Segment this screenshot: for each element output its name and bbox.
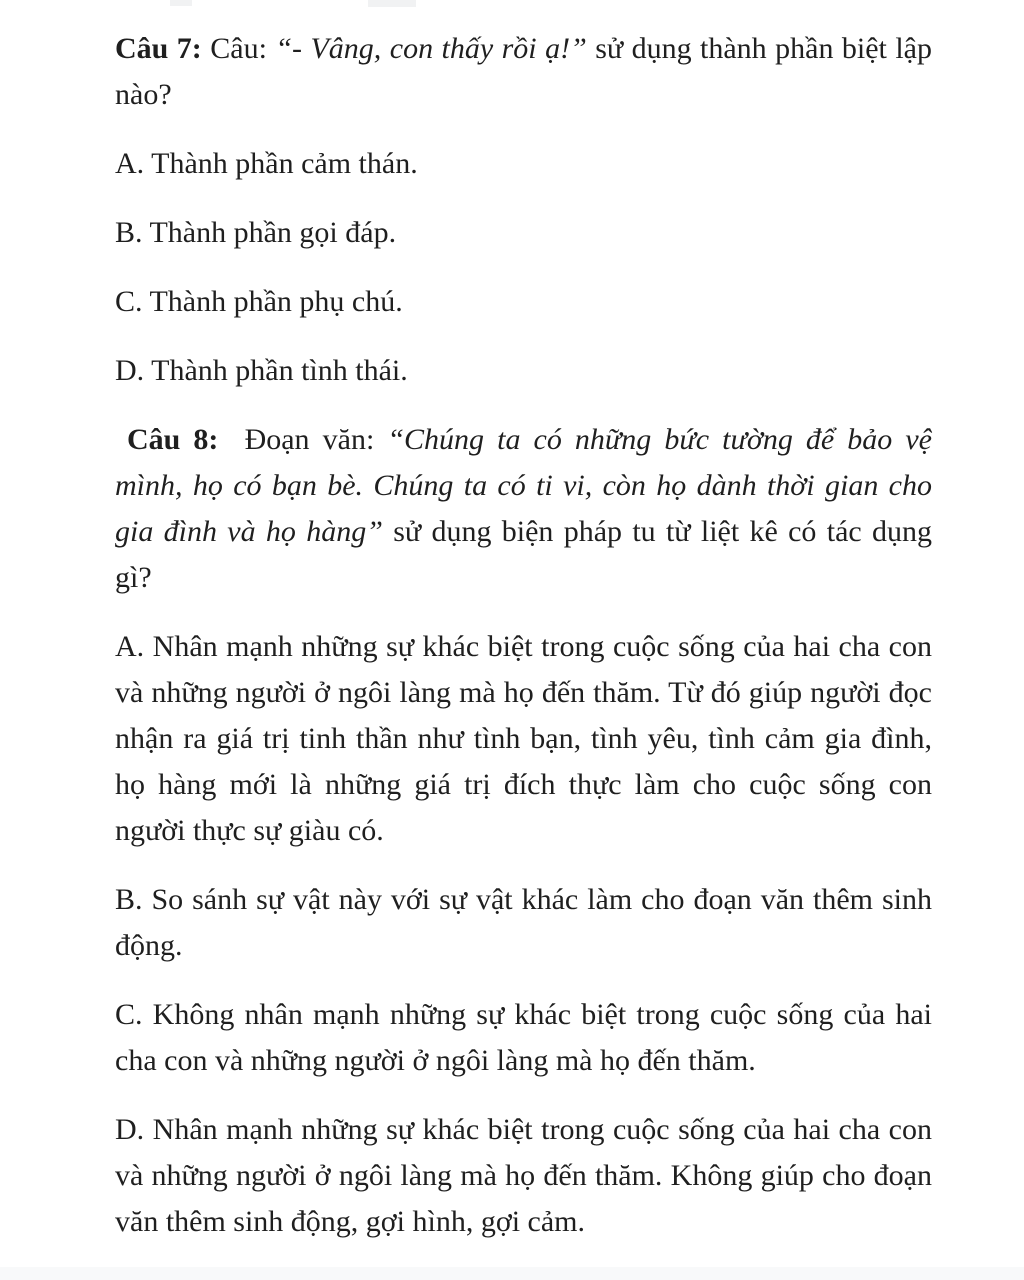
question-8-option-a: A. Nhân mạnh những sự khác biệt trong cuộc sống của hai cha con và những người ở ngôi làng mà họ đến thăm. Từ đó giúp người đọc nhận ra giá trị tinh thần như tình bạn, tình yêu, tình cảm gia đình, họ hàng mới là những giá trị đích thực làm cho cuộc sống con người thực sự giàu có. <box>115 630 932 847</box>
question-7-tail: sử dụng thành phần biệt lập nào? <box>115 32 932 111</box>
bottom-strip <box>0 1267 1024 1280</box>
question-7-number: Câu 7: <box>115 32 211 65</box>
question-8-option-d: D. Nhân mạnh những sự khác biệt trong cuộc sống của hai cha con và những người ở ngôi làng mà họ đến thăm. Không giúp cho đoạn văn thêm sinh động, gợi hình, gợi cảm. <box>115 1113 932 1238</box>
question-8-quote: “Chúng ta có những bức tường để bảo vệ mình, họ có bạn bè. Chúng ta có ti vi, còn họ dành thời gian cho gia đình và họ hàng” <box>115 423 932 548</box>
question-7-text <box>115 26 932 118</box>
question-8-lead: Đoạn văn: <box>244 423 388 456</box>
question-7-option-d: D. Thành phần tình thái. <box>115 354 408 387</box>
question-8-option-b: B. So sánh sự vật này với sự vật khác làm cho đoạn văn thêm sinh động. <box>115 883 932 962</box>
question-7-option-a: A. Thành phần cảm thán. <box>115 147 418 180</box>
question-7-option-b: B. Thành phần gọi đáp. <box>115 216 397 249</box>
question-7-option-c: C. Thành phần phụ chú. <box>115 285 403 318</box>
question-8-tail: sử dụng biện pháp tu từ liệt kê có tác dụng gì? <box>115 515 933 594</box>
question-8-number: Câu 8: <box>127 423 245 456</box>
question-7-lead: Câu: <box>210 32 276 65</box>
cropped-text-fragment <box>170 0 192 6</box>
cropped-text-fragment <box>368 0 416 7</box>
question-8-option-c: C. Không nhân mạnh những sự khác biệt trong cuộc sống của hai cha con và những người ở ngôi làng mà họ đến thăm. <box>115 998 932 1077</box>
question-7-quote: “- Vâng, con thấy rồi ạ!” <box>275 32 596 65</box>
question-8-text <box>115 417 932 601</box>
